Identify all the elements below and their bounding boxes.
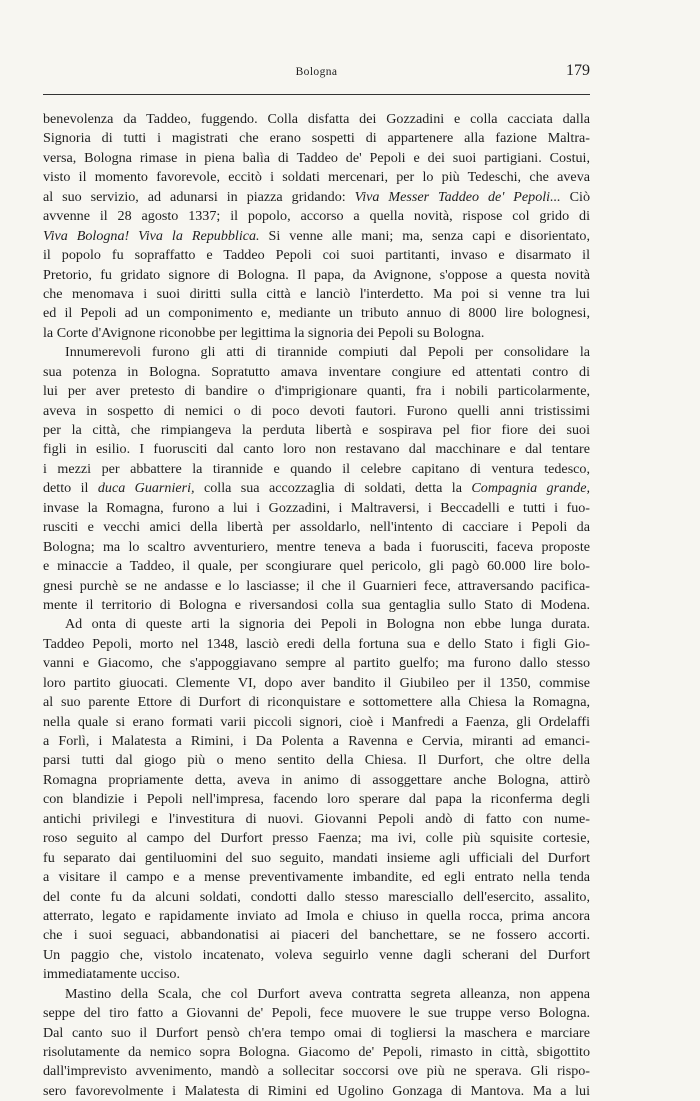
line-text: lui per aver pretesto di bandire o d'imprigionare quanti, fra i nobili particolarmente,: [43, 383, 590, 400]
line-text: Innumerevoli furono gli atti di tirannide compiuti dal Pepoli per consolidare la: [65, 344, 590, 361]
text-line: [43, 538, 590, 557]
text-line: [43, 596, 590, 615]
text-line: [43, 324, 590, 343]
running-title: Bologna: [295, 66, 338, 78]
line-text: sua potenza in Bologna. Sopratutto amava inventare congiure ed attentati contro di: [43, 363, 590, 380]
line-text: Bologna; ma lo scaltro avventuriero, mentre teneva a bada i fuorusciti, faceva proposte: [43, 538, 590, 555]
italic-text: duca Guarnieri,: [97, 480, 195, 497]
text-line: [43, 266, 590, 285]
line-text: al suo parente Ettore di Durfort di riconquistare e sottomettere alla Chiesa la Romagna,: [43, 694, 590, 711]
line-text: loro partito giuocati. Clemente VI, dopo aver bandito il Giubileo per il 1350, commise: [43, 674, 590, 691]
line-text: Mastino della Scala, che col Durfort aveva contratta segreta alleanza, non appena: [65, 985, 590, 1002]
text-line: [43, 460, 590, 479]
line-text: Pretorio, fu gridato signore di Bologna. Il papa, da Avignone, s'oppose a questa novità: [43, 266, 590, 283]
text-line: [43, 1062, 590, 1081]
text-line: [43, 654, 590, 673]
header-rule: [43, 94, 590, 95]
line-text: con blandizie i Pepoli nell'impresa, facendo loro sperare dal papa la riconferma degli: [43, 791, 590, 808]
line-text: risolutamente da nemico sopra Bologna. Giacomo de' Pepoli, rimasto in città, sbigottito: [43, 1044, 590, 1060]
text-line: [43, 810, 590, 829]
line-text: atterrato, legato e rapidamente inviato ad Imola e chiuso in quella rocca, prima ancora: [43, 907, 590, 924]
text-line: [43, 499, 590, 518]
italic-text: Viva Messer Taddeo de' Pepoli...: [354, 188, 561, 205]
text-line: [43, 168, 590, 187]
text-line: [43, 363, 590, 382]
line-text: versa, Bologna rimase in piena balìa di Taddeo de' Pepoli e dei suoi partigiani. Costui,: [43, 149, 590, 166]
line-text: figli in esilio. I fuorusciti dal canto loro non restavano dal macchinare e dal tentare: [43, 441, 590, 458]
line-text: nella quale si erano formati varii piccoli signori, cioè i Manfredi a Faenza, gli Ordelaffi: [43, 713, 590, 730]
body-text: [43, 110, 590, 1101]
text-line: [43, 246, 590, 265]
text-line: [43, 868, 590, 887]
line-text: roso seguito al campo del Durfort presso Faenza; ma ivi, colle più squisite cortesie,: [43, 830, 590, 847]
line-text: ed il Pepoli ad un componimento e, mediante un tributo annuo di 8000 lire bolognesi,: [43, 305, 590, 322]
line-text: per la città, che rimpiangeva la perduta libertà e sospirava pel fior fiore dei suoi: [43, 422, 590, 438]
text-line: [43, 188, 590, 207]
text-line: [43, 440, 590, 459]
line-text: Signoria di tutti i magistrati che erano sospetti di appartenere alla fazione Maltra-: [43, 130, 590, 147]
line-text: a Forlì, i Malatesta a Rimini, i Da Polenta a Ravenna e Cervia, miranti ad emanci-: [43, 733, 590, 749]
text-line: [43, 343, 590, 362]
line-text: Un paggio che, vistolo incatenato, voleva seguirlo venne dagli scherani del Durfort: [43, 946, 590, 963]
text-line: [43, 926, 590, 945]
line-text: fu separato dai gentiluomini del suo seguito, mandati insieme agli ufficiali del Durfort: [43, 849, 590, 866]
line-text: invase la Romagna, furono a lui i Gozzadini, i Maltraversi, i Beccadelli e tutti i fuo-: [43, 499, 590, 516]
text-line: [43, 965, 590, 984]
line-text: immediatamente ucciso.: [43, 966, 180, 983]
line-text: avvenne il 28 agosto 1337; il popolo, accorso a quella novità, rispose col grido di: [43, 208, 590, 225]
line-text: Dal canto suo il Durfort pensò ch'era tempo omai di togliersi la maschera e marciare: [43, 1024, 590, 1041]
line-text: il popolo fu sopraffatto e Taddeo Pepoli coi suoi partitanti, invaso e disarmato il: [43, 247, 590, 264]
line-text: al suo servizio, ad adunarsi in piazza gridando:: [43, 188, 355, 205]
line-text: colla sua accozzaglia di soldati, detta la: [194, 480, 472, 497]
text-line: [43, 615, 590, 634]
line-text: i mezzi per abbattere la tirannide e quando il celebre capitano di ventura tedesco,: [43, 460, 590, 477]
line-text: dall'imprevisto avvenimento, mandò a sollecitar soccorsi ove più ne sperava. Gli rispo-: [43, 1063, 590, 1080]
line-text: seppe del tiro fatto a Giovanni de' Pepoli, fece muovere le sue truppe verso Bologna.: [43, 1005, 590, 1022]
page-header: [43, 62, 590, 88]
text-line: [43, 149, 590, 168]
text-line: [43, 402, 590, 421]
line-text: mente il territorio di Bologna e riversandosi colla sua gentaglia sullo Stato di Modena.: [43, 596, 590, 613]
line-text: del conte fu da alcuni soldati, condotti dallo stesso maresciallo dell'esercito, assalito,: [43, 888, 590, 905]
line-text: che menomava i suoi diritti sulla città e lanciò l'interdetto. Ma poi si venne tra lui: [43, 285, 590, 302]
line-text: rusciti e vecchi amici della libertà per assoldarlo, nell'intento di cacciare i Pepoli da: [43, 519, 590, 536]
text-line: [43, 674, 590, 693]
text-line: [43, 985, 590, 1004]
italic-text: Compagnia grande,: [471, 480, 591, 497]
text-line: [43, 790, 590, 809]
line-text: la Corte d'Avignone riconobbe per legittima la signoria dei Pepoli su Bologna.: [43, 324, 485, 341]
italic-text: Viva Bologna! Viva la Repubblica.: [43, 227, 260, 244]
line-text: antichi privilegi e l'investitura di nuovi. Giovanni Pepoli andò di fatto con nume-: [43, 810, 590, 827]
text-line: [43, 751, 590, 770]
text-line: [43, 1082, 590, 1101]
text-line: [43, 285, 590, 304]
text-line: [43, 304, 590, 323]
text-line: [43, 946, 590, 965]
page-number: 179: [566, 62, 590, 79]
text-line: [43, 907, 590, 926]
line-text: che i suoi seguaci, abbandonatisi ai piaceri del banchettare, se ne fossero accorti.: [43, 927, 590, 944]
line-text: aveva in sospetto di nemici o di poco devoti fautori. Furono quelli anni tristissimi: [43, 402, 590, 419]
text-line: [43, 771, 590, 790]
text-line: [43, 829, 590, 848]
line-text: parsi tutti dal giogo più o meno sentito della Chiesa. Il Durfort, che oltre della: [43, 752, 590, 769]
text-line: [43, 110, 590, 129]
text-line: [43, 693, 590, 712]
line-text: visto il momento favorevole, eccitò i soldati mercenari, per lo più Tedeschi, che aveva: [43, 169, 590, 186]
text-line: [43, 849, 590, 868]
text-line: [43, 1043, 590, 1062]
text-line: [43, 888, 590, 907]
line-text: Si venne alle mani; ma, senza capi e disorientato,: [259, 227, 590, 244]
line-text: Taddeo Pepoli, morto nel 1348, lasciò eredi della fortuna sua e dello Stato i figli Gio-: [43, 635, 590, 652]
text-line: [43, 732, 590, 751]
text-line: [43, 207, 590, 226]
text-line: [43, 129, 590, 148]
text-line: [43, 635, 590, 654]
text-line: [43, 518, 590, 537]
line-text: detto il: [43, 480, 98, 497]
text-line: [43, 557, 590, 576]
line-text: Ad onta di queste arti la signoria dei Pepoli in Bologna non ebbe lunga durata.: [65, 616, 590, 633]
line-text: benevolenza da Taddeo, fuggendo. Colla disfatta dei Gozzadini e colla cacciata dalla: [43, 111, 590, 127]
text-line: [43, 577, 590, 596]
line-text: e minaccie a Taddeo, il quale, per scongiurare quel pericolo, gli pagò 60.000 lire bolo-: [43, 558, 590, 575]
text-line: [43, 227, 590, 246]
text-line: [43, 1004, 590, 1023]
text-line: [43, 382, 590, 401]
line-text: sero favorevolmente i Malatesta di Rimini ed Ugolino Gonzaga di Mantova. Ma a lui: [43, 1082, 590, 1099]
text-line: [43, 479, 590, 498]
line-text: vanni e Giacomo, che s'appoggiavano sempre al partito guelfo; ma furono dallo stesso: [43, 655, 590, 672]
text-line: [43, 421, 590, 440]
line-text: a visitare il campo e a mense preventivamente imbandite, ed egli entrato nella tenda: [43, 869, 590, 886]
line-text: gnesi purchè se ne andasse e lo lasciasse; il che il Guarnieri fece, attraversando pacifica-: [43, 577, 590, 594]
line-text: Ciò: [560, 188, 591, 205]
text-line: [43, 1024, 590, 1043]
line-text: Romagna propriamente detta, aveva in animo di assoggettare anche Bologna, attirò: [43, 771, 590, 788]
text-line: [43, 713, 590, 732]
